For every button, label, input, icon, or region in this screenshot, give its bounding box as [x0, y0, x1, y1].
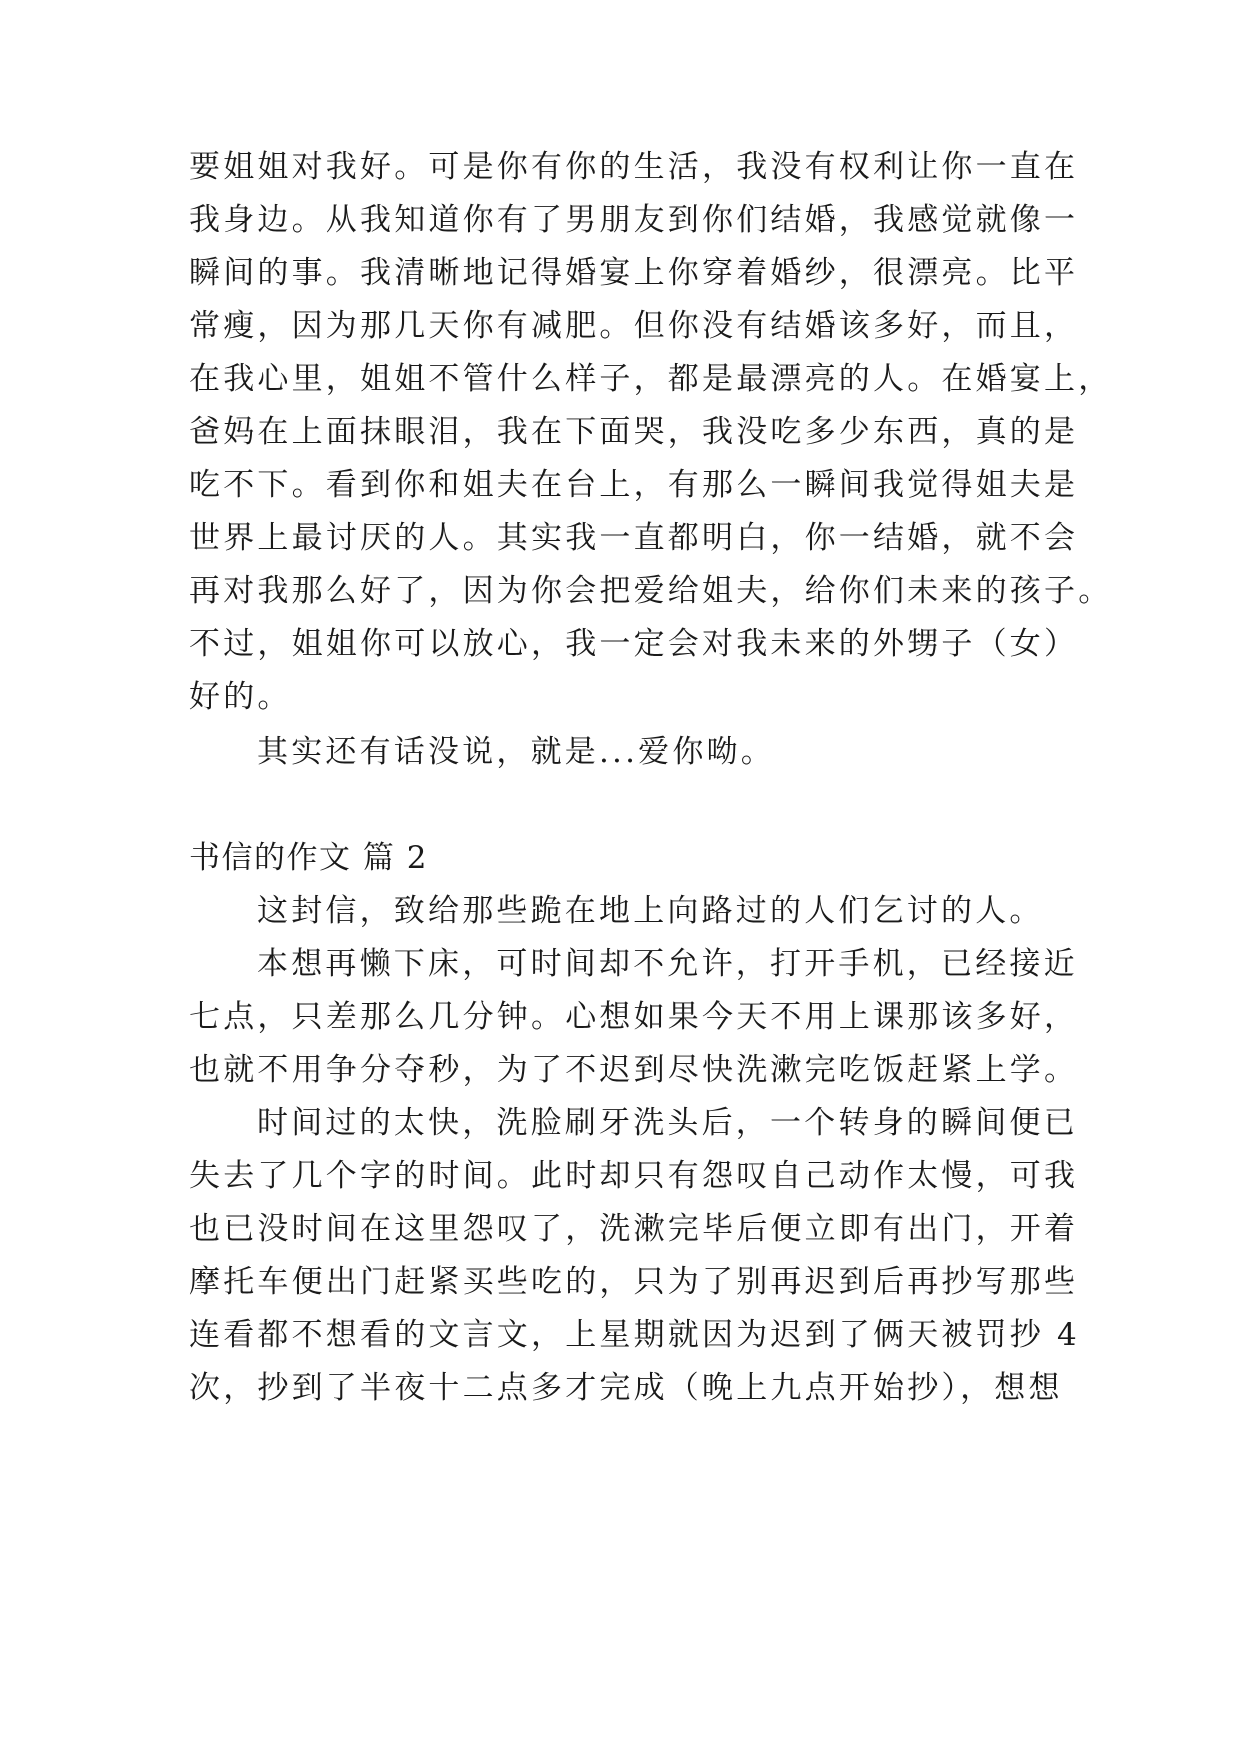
text-line: 好的。	[189, 679, 292, 715]
text-line: 世界上最讨厌的人。其实我一直都明白，你一结婚，就不会	[189, 520, 1079, 556]
text-line: 再对我那么好了，因为你会把爱给姐夫，给你们未来的孩子。	[189, 573, 1113, 609]
text-line: 常瘦，因为那几天你有减肥。但你没有结婚该多好，而且，	[189, 308, 1079, 344]
section-heading: 书信的作文 篇 2	[189, 840, 428, 876]
text-line: 瞬间的事。我清晰地记得婚宴上你穿着婚纱，很漂亮。比平	[189, 255, 1079, 291]
paragraph-line: 也已没时间在这里怨叹了，洗漱完毕后便立即有出门，开着	[189, 1211, 1079, 1247]
paragraph-line: 摩托车便出门赶紧买些吃的，只为了别再迟到后再抄写那些	[189, 1264, 1079, 1300]
paragraph-line: 时间过的太快，洗脸刷牙洗头后，一个转身的瞬间便已	[257, 1105, 1078, 1141]
paragraph-line: 失去了几个字的时间。此时却只有怨叹自己动作太慢，可我	[189, 1158, 1079, 1194]
text-line: 要姐姐对我好。可是你有你的生活，我没有权利让你一直在	[189, 149, 1079, 185]
text-line: 吃不下。看到你和姐夫在台上，有那么一瞬间我觉得姐夫是	[189, 467, 1079, 503]
paragraph-line: 七点，只差那么几分钟。心想如果今天不用上课那该多好，	[189, 999, 1079, 1035]
paragraph-line: 也就不用争分夺秒，为了不迟到尽快洗漱完吃饭赶紧上学。	[189, 1052, 1079, 1088]
closing-line: 其实还有话没说，就是...爱你呦。	[257, 734, 775, 770]
text-line: 我身边。从我知道你有了男朋友到你们结婚，我感觉就像一	[189, 202, 1079, 238]
text-line: 爸妈在上面抹眼泪，我在下面哭，我没吃多少东西，真的是	[189, 414, 1079, 450]
paragraph-line: 本想再懒下床，可时间却不允许，打开手机，已经接近	[257, 946, 1078, 982]
paragraph-line: 次，抄到了半夜十二点多才完成（晚上九点开始抄），想想	[189, 1370, 1063, 1406]
text-line: 不过，姐姐你可以放心，我一定会对我未来的外甥子（女）	[189, 626, 1079, 662]
paragraph-line: 这封信，致给那些跪在地上向路过的人们乞讨的人。	[257, 893, 1044, 929]
paragraph-line: 连看都不想看的文言文，上星期就因为迟到了俩天被罚抄 4	[189, 1317, 1080, 1353]
text-line: 在我心里，姐姐不管什么样子，都是最漂亮的人。在婚宴上，	[189, 361, 1113, 397]
